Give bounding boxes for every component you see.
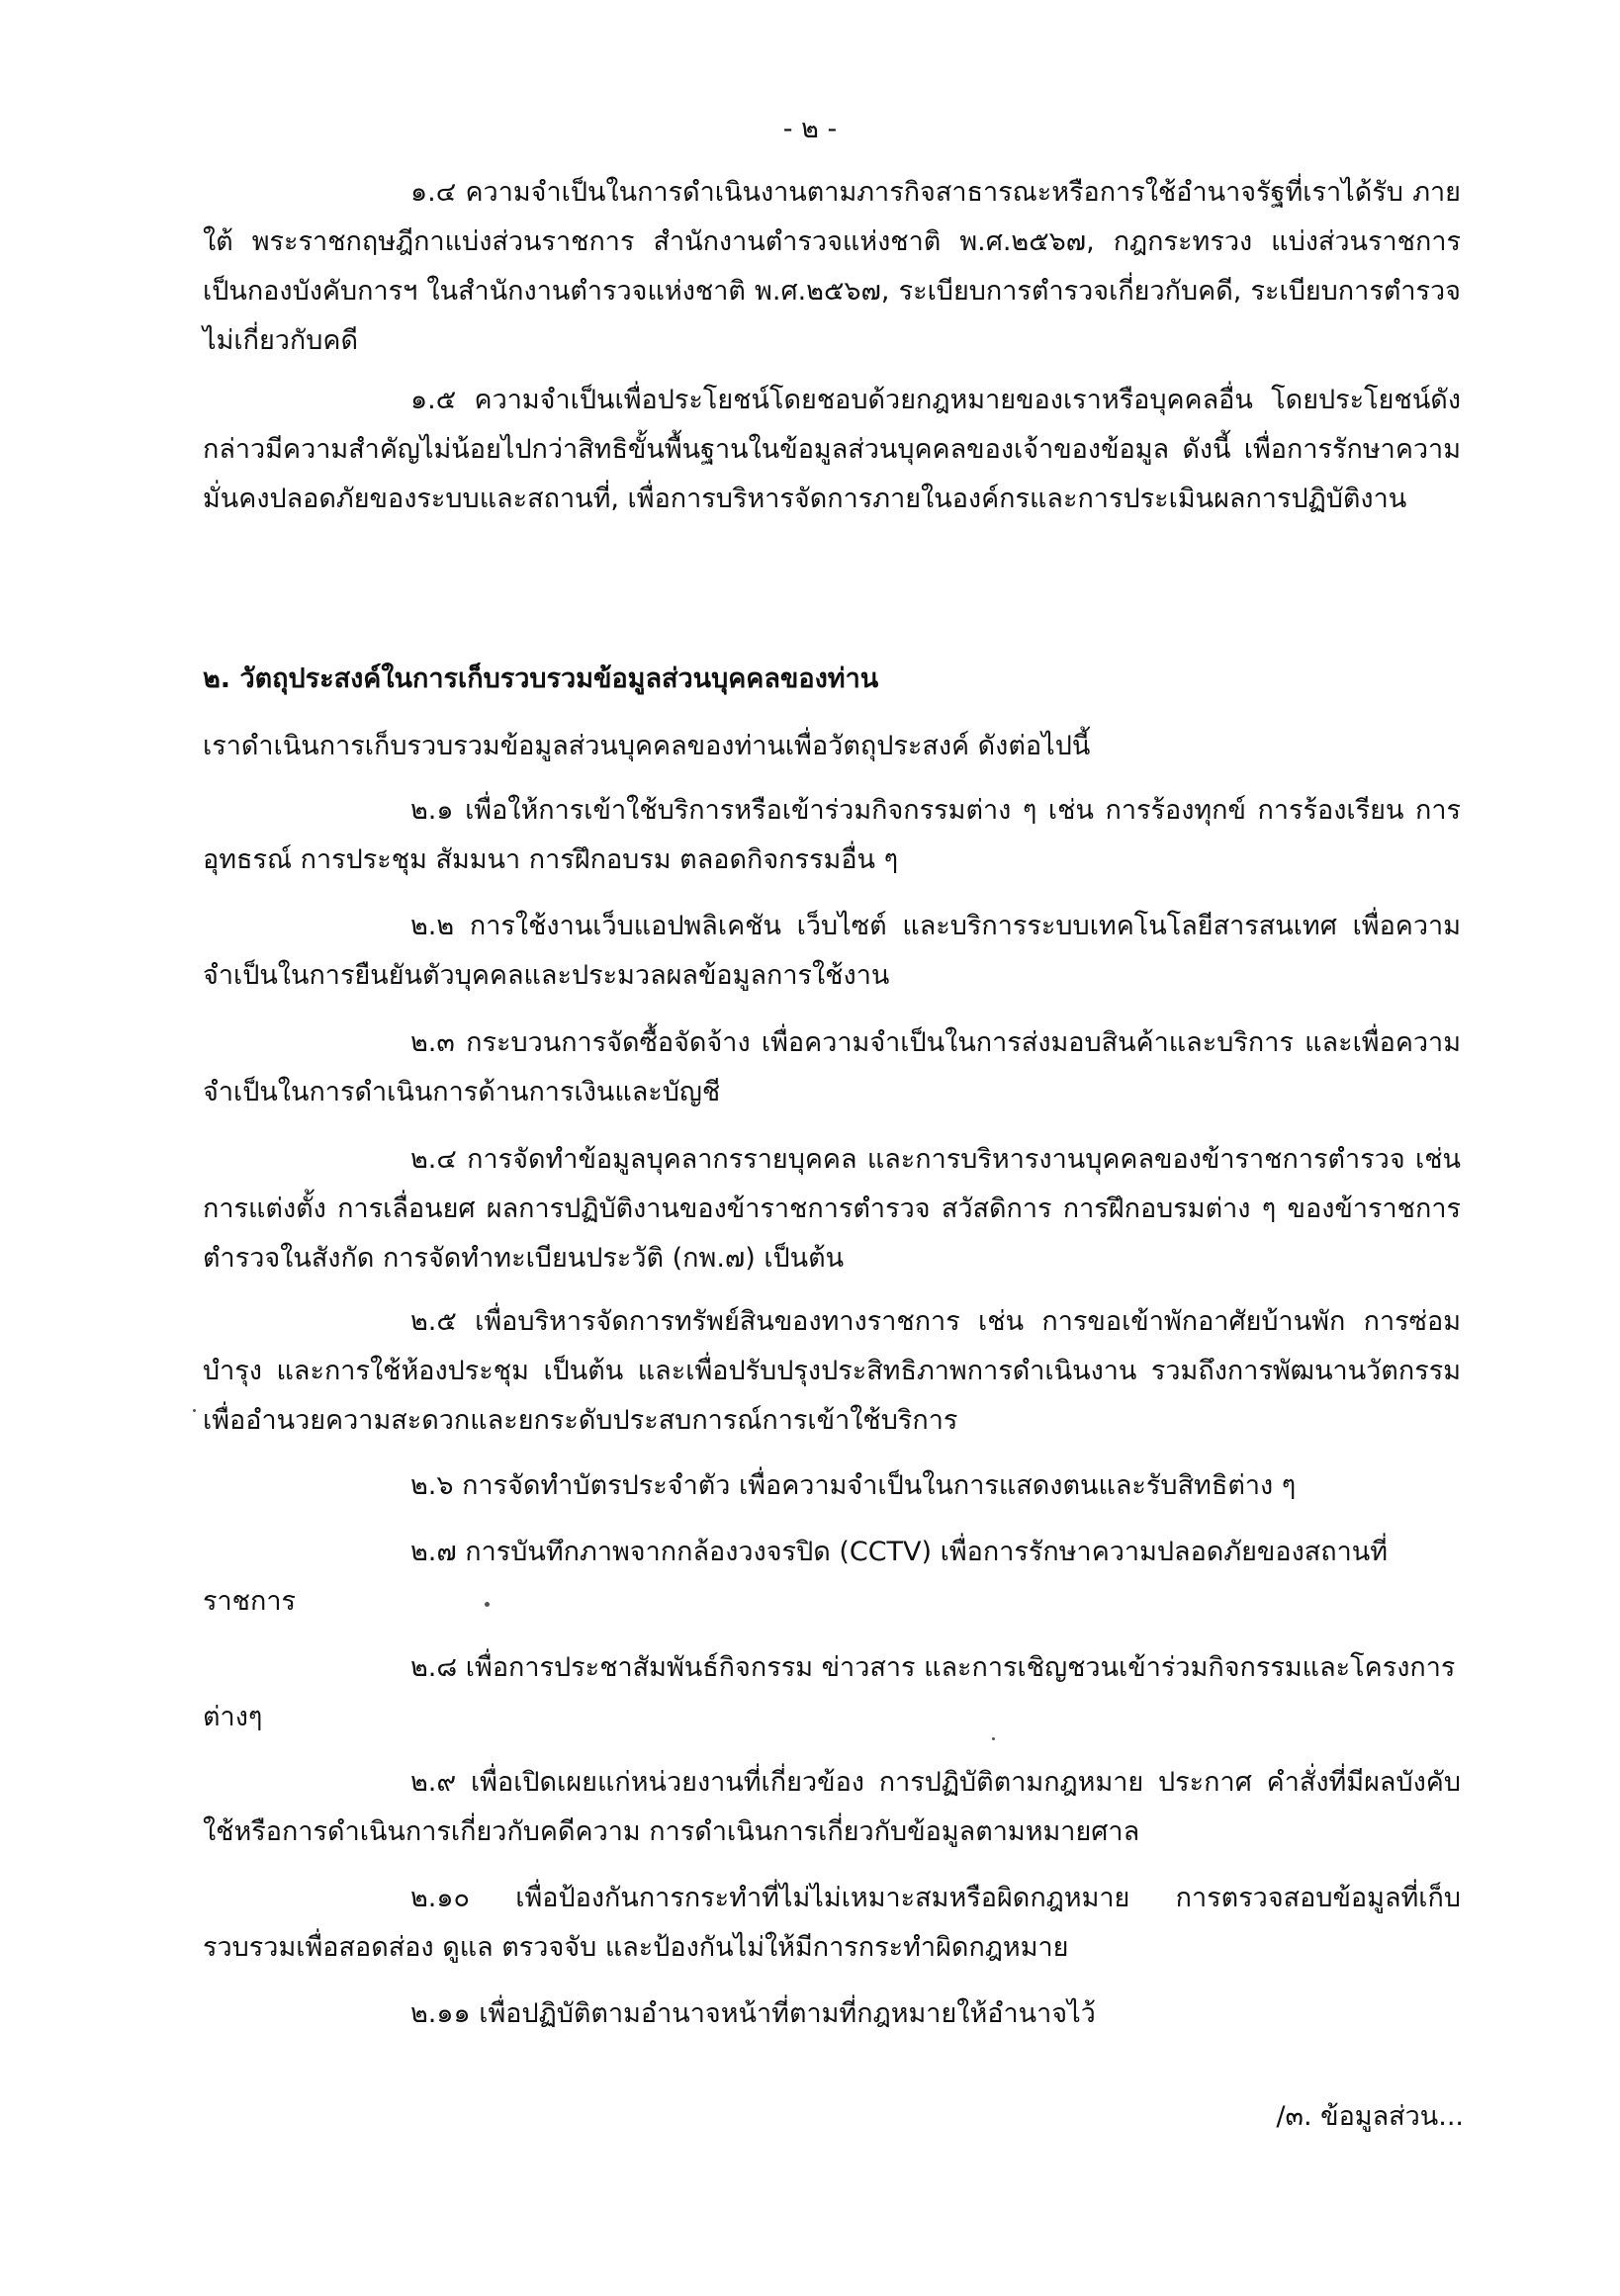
scan-speck [193,1409,196,1412]
paragraph-2-10: ๒.๑๐ เพื่อป้องกันการกระทำที่ไม่ไม่เหมาะสมหรือผิดกฎหมาย การตรวจสอบข้อมูลที่เก็บรวบรวมเพื่อสอดส่อง ดูแล ตรวจจับ และป้องกันไม่ให้มีการกระทำผิดกฎหมาย [203,1883,1461,1963]
paragraph-2-1: ๒.๑ เพื่อให้การเข้าใช้บริการหรือเข้าร่วมกิจกรรมต่าง ๆ เช่น การร้องทุกข์ การร้องเรียน การอุทธรณ์ การประชุม สัมมนา การฝึกอบรม ตลอดกิจกรรมอื่น ๆ [203,795,1461,875]
paragraph-2-6: ๒.๖ การจัดทำบัตรประจำตัว เพื่อความจำเป็นในการแสดงตนและรับสิทธิต่าง ๆ [410,1470,1297,1501]
paragraph-2-7: ๒.๗ การบันทึกภาพจากกล้องวงจรปิด (CCTV) เพื่อการรักษาความปลอดภัยของสถานที่ [410,1537,1389,1567]
paragraph-2-3: ๒.๓ กระบวนการจัดซื้อจัดจ้าง เพื่อความจำเป็นในการส่งมอบสินค้าและบริการ และเพื่อความจำเป็นในการดำเนินการด้านการเงินและบัญชี [203,1027,1461,1107]
paragraph-1-4: ๑.๔ ความจำเป็นในการดำเนินงานตามภารกิจสาธารณะหรือการใช้อำนาจรัฐที่เราได้รับ ภายใต้ พระราชกฤษฎีกาแบ่งส่วนราชการ สำนักงานตำรวจแห่งชาติ พ.ศ.๒๕๖๗, กฎกระทรวง แบ่งส่วนราชการเป็นกองบังคับการฯ ในสำนักงานตำรวจแห่งชาติ พ.ศ.๒๕๖๗, ระเบียบการตำรวจเกี่ยวกับคดี, ระเบียบการตำรวจไม่เกี่ยวกับคดี [203,177,1461,356]
scan-speck [992,1737,995,1740]
paragraph-2-5: ๒.๕ เพื่อบริหารจัดการทรัพย์สินของทางราชการ เช่น การขอเข้าพักอาศัยบ้านพัก การซ่อมบำรุง และการใช้ห้องประชุม เป็นต้น และเพื่อปรับปรุงประสิทธิภาพการดำเนินงาน รวมถึงการพัฒนานวัตกรรมเพื่ออำนวยความสะดวกและยกระดับประสบการณ์การเข้าใช้บริการ [203,1306,1461,1436]
paragraph-2-2: ๒.๒ การใช้งานเว็บแอปพลิเคชัน เว็บไซต์ และบริการระบบเทคโนโลยีสารสนเทศ เพื่อความจำเป็นในการยืนยันตัวบุคคลและประมวลผลข้อมูลการใช้งาน [203,911,1461,991]
section-intro: เราดำเนินการเก็บรวบรวมข้อมูลส่วนบุคคลของท่านเพื่อวัตถุประสงค์ ดังต่อไปนี้ [203,731,1091,761]
paragraph-2-4: ๒.๔ การจัดทำข้อมูลบุคลากรรายบุคคล และการบริหารงานบุคคลของข้าราชการตำรวจ เช่น การแต่งตั้ง การเลื่อนยศ ผลการปฏิบัติงานของข้าราชการตำรวจ สวัสดิการ การฝึกอบรมต่าง ๆ ของข้าราชการตำรวจในสังกัด การจัดทำทะเบียนประวัติ (กพ.๗) เป็นต้น [203,1144,1461,1274]
paragraph-2-9: ๒.๙ เพื่อเปิดเผยแก่หน่วยงานที่เกี่ยวข้อง การปฏิบัติตามกฎหมาย ประกาศ คำสั่งที่มีผลบังคับใช้หรือการดำเนินการเกี่ยวกับคดีความ การดำเนินการเกี่ยวกับข้อมูลตามหมายศาล [203,1767,1461,1847]
paragraph-2-11: ๒.๑๑ เพื่อปฏิบัติตามอำนาจหน้าที่ตามที่กฎหมายให้อำนาจไว้ [410,1998,1096,2029]
paragraph-2-7-cont: ราชการ [203,1586,296,1617]
paragraph-1-5: ๑.๕ ความจำเป็นเพื่อประโยชน์โดยชอบด้วยกฎหมายของเราหรือบุคคลอื่น โดยประโยชน์ดังกล่าวมีความสำคัญไม่น้อยไปกว่าสิทธิขั้นพื้นฐานในข้อมูลส่วนบุคคลของเจ้าของข้อมูล ดังนี้ เพื่อการรักษาความมั่นคงปลอดภัยของระบบและสถานที่, เพื่อการบริหารจัดการภายในองค์กรและการประเมินผลการปฏิบัติงาน [203,385,1461,514]
scan-speck [485,1602,490,1607]
page-number: - ๒ - [782,114,838,144]
section-heading-2: ๒. วัตถุประสงค์ในการเก็บรวบรวมข้อมูลส่วนบุคคลของท่าน [203,663,879,694]
paragraph-2-8: ๒.๘ เพื่อการประชาสัมพันธ์กิจกรรม ข่าวสาร และการเชิญชวนเข้าร่วมกิจกรรมและโครงการ [410,1652,1456,1683]
paragraph-2-8-cont: ต่างๆ [203,1702,263,1732]
continuation-note: /๓. ข้อมูลส่วน... [1276,2101,1464,2132]
